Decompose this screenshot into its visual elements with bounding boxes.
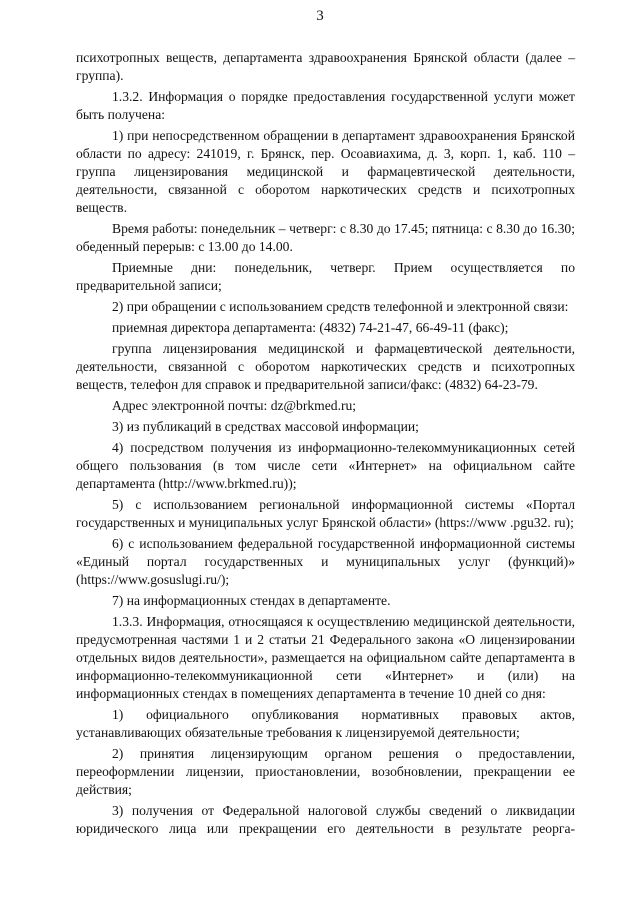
paragraph: 2) принятия лицензирующим органом решения о предоставлении, переоформлении лицензии, приостановлении, возобновлении, прекращении ее действия; [76,746,575,797]
paragraph: 4) посредством получения из информационно-телекоммуникационных сетей общего пользования (в том числе сети «Интернет» на официальном сайте департамента (http://www.brkmed.ru)); [76,440,575,491]
paragraph: 2) при обращении с использованием средств телефонной и электронной связи: [112,299,569,314]
paragraph: психотропных веществ, департамента здравоохранения Брянской области (далее – группа). [76,50,575,83]
paragraph: Адрес электронной почты: dz@brkmed.ru; [112,398,357,413]
paragraph: 1.3.2. Информация о порядке предоставления государственной услуги может быть получена: [76,89,575,122]
paragraph: группа лицензирования медицинской и фармацевтической деятельности, деятельности, связанной с оборотом наркотических средств и психотропных веществ, телефон для справок и предварительной записи/факс: (4832) 64-23-79. [76,341,575,392]
paragraph: Время работы: понедельник – четверг: с 8.30 до 17.45; пятница: с 8.30 до 16.30; обеденный перерыв: с 13.00 до 14.00. [76,221,575,254]
paragraph: Приемные дни: понедельник, четверг. Прием осуществляется по предварительной записи; [76,260,575,293]
paragraph: 3) из публикаций в средствах массовой информации; [112,419,419,434]
paragraph: 5) с использованием региональной информационной системы «Портал государственных и муниципальных услуг Брянской области» (https://www .pgu32. ru); [76,497,575,530]
page-number: 3 [316,8,324,24]
document-body [76,49,575,838]
paragraph: 7) на информационных стендах в департаменте. [112,593,391,608]
paragraph: приемная директора департамента: (4832) 74-21-47, 66-49-11 (факс); [112,320,509,335]
paragraph: 1) официального опубликования нормативных правовых актов, устанавливающих обязательные требования к лицензируемой деятельности; [76,707,575,740]
paragraph: 1.3.3. Информация, относящаяся к осуществлению медицинской деятельности, предусмотренная частями 1 и 2 статьи 21 Федерального закона «О лицензировании отдельных видов деятельности», размещается на официальном сайте департамента в информационно-телекоммуникационной сети «Интернет» и (или) на информационных стендах в помещениях департамента в течение 10 дней со дня: [76,614,575,701]
paragraph: 3) получения от Федеральной налоговой службы сведений о ликвидации юридического лица или прекращении его деятельности в результате реорга- [76,803,575,836]
paragraph: 6) с использованием федеральной государственной информационной системы «Единый портал государственных и муниципальных услуг (функций)» (https://www.gosuslugi.ru/); [76,536,575,587]
paragraph: 1) при непосредственном обращении в департамент здравоохранения Брянской области по адресу: 241019, г. Брянск, пер. Осоавиахима, д. 3, корп. 1, каб. 110 – группа лицензирования медицинской и фармацевтической деятельности, деятельности, связанной с оборотом наркотических средств и психотропных веществ. [76,128,575,215]
